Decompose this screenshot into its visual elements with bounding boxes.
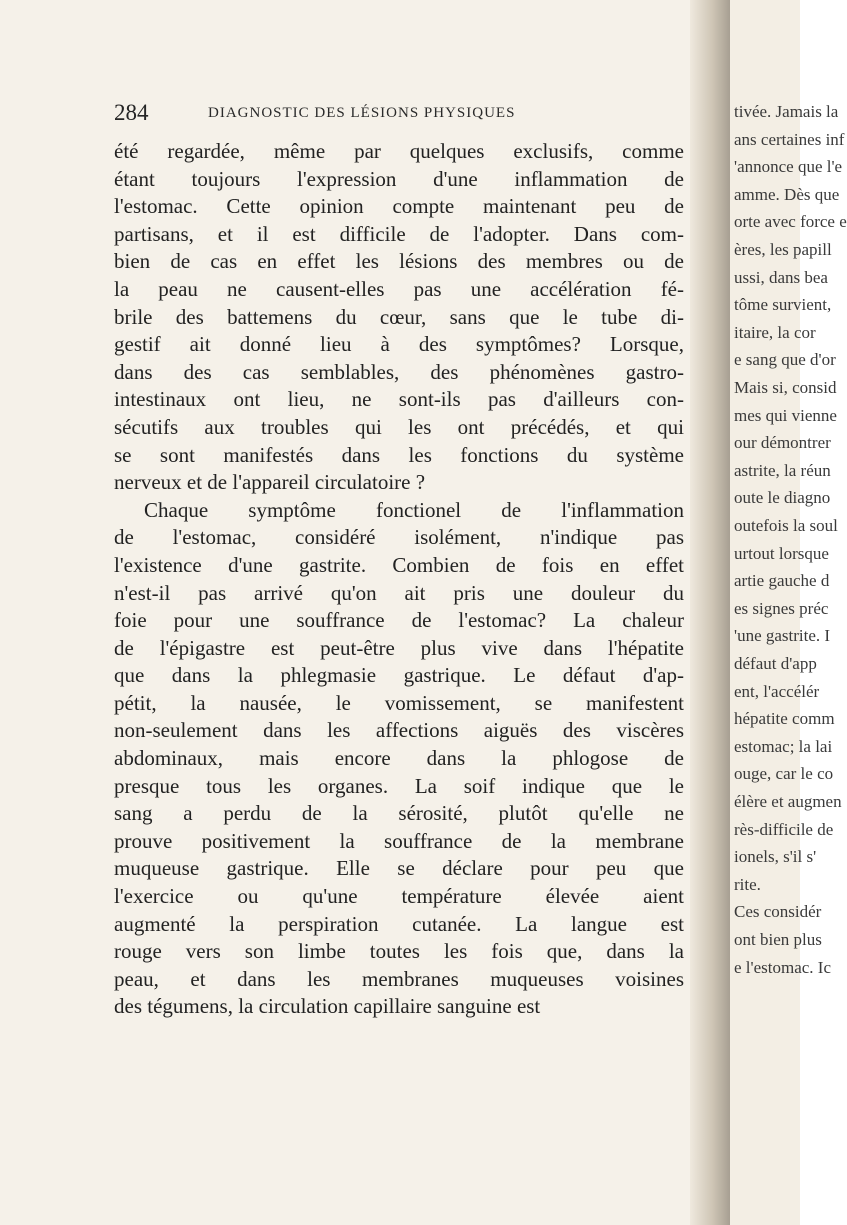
adjacent-page-fragment: es signes préc <box>734 598 829 618</box>
adjacent-page-fragment: orte avec force e <box>734 212 847 232</box>
text-line: pétit, la nausée, le vomissement, se manifestent <box>114 690 684 715</box>
text-line: foie pour une souffrance de l'estomac? La chaleur <box>114 608 684 633</box>
text-line: bien de cas en effet les lésions des membres ou de <box>114 249 684 274</box>
text-line: se sont manifestés dans les fonctions du système <box>114 442 684 467</box>
adjacent-page-fragment: oute le diagno <box>734 488 831 508</box>
adjacent-page-fragment: itaire, la cor <box>734 322 816 342</box>
adjacent-page-fragment: 'annonce que l'e <box>734 157 843 177</box>
text-line: peau, et dans les membranes muqueuses voisines <box>114 966 684 991</box>
text-line: nerveux et de l'appareil circulatoire ? <box>114 470 426 495</box>
adjacent-page-fragment: e l'estomac. Ic <box>734 957 831 977</box>
adjacent-page-fragment: amme. Dès que <box>734 184 840 204</box>
adjacent-page-fragment: rite. <box>734 874 761 894</box>
adjacent-page-edge <box>730 0 847 1225</box>
adjacent-page-fragment: our démontrer <box>734 433 831 453</box>
adjacent-page-fragment: ouge, car le co <box>734 764 834 784</box>
text-line: prouve positivement la souffrance de la membrane <box>114 828 684 853</box>
adjacent-page-fragment: outefois la soul <box>734 516 838 535</box>
adjacent-page-fragment: élère et augmen <box>734 792 842 811</box>
text-line: gestif ait donné lieu à des symptômes? Lorsque, <box>114 332 684 357</box>
adjacent-page-fragment: ont bien plus <box>734 930 822 949</box>
adjacent-page-fragment: ères, les papill <box>734 240 832 259</box>
text-line: étant toujours l'expression d'une inflammation de <box>114 166 684 191</box>
text-line: de l'estomac, considéré isolément, n'indique pas <box>114 525 684 550</box>
body-text <box>114 138 684 1021</box>
adjacent-page-fragment: Ces considér <box>734 902 822 922</box>
adjacent-page-fragment: ionels, s'il s' <box>734 847 817 867</box>
text-line: n'est-il pas arrivé qu'on ait pris une douleur du <box>114 580 684 605</box>
adjacent-page-fragment: rès-difficile de <box>734 819 834 839</box>
text-line: augmenté la perspiration cutanée. La langue est <box>114 911 684 936</box>
page-number: 284 <box>114 100 149 125</box>
text-line: des tégumens, la circulation capillaire sanguine est <box>114 994 541 1019</box>
adjacent-page-fragment: mes qui vienne <box>734 405 837 425</box>
text-line: muqueuse gastrique. Elle se déclare pour peu que <box>114 856 684 881</box>
book-gutter <box>690 0 730 1225</box>
text-line: la peau ne causent-elles pas une accélération fé- <box>114 276 684 301</box>
adjacent-page-fragment: défaut d'app <box>734 654 817 673</box>
adjacent-page-fragment: artie gauche d <box>734 571 830 591</box>
adjacent-page-fragment: ans certaines inf <box>734 129 845 149</box>
text-line: dans des cas semblables, des phénomènes gastro- <box>114 359 684 384</box>
text-line: sécutifs aux troubles qui les ont précédés, et qui <box>114 414 684 439</box>
adjacent-page-fragment: tôme survient, <box>734 295 832 315</box>
text-line: sang a perdu de la sérosité, plutôt qu'elle ne <box>114 801 684 826</box>
text-line: brile des battemens du cœur, sans que le tube di- <box>114 304 684 329</box>
adjacent-page-fragment: 'une gastrite. I <box>734 626 831 646</box>
text-line: Chaque symptôme fonctionel de l'inflammation <box>144 497 684 522</box>
text-line: l'existence d'une gastrite. Combien de fois en effet <box>114 552 684 577</box>
text-line: intestinaux ont lieu, ne sont-ils pas d'ailleurs con- <box>114 387 684 412</box>
adjacent-page-fragment: ent, l'accélér <box>734 681 820 701</box>
text-line: non-seulement dans les affections aiguës des viscères <box>114 718 684 743</box>
text-line: été regardée, même par quelques exclusifs, comme <box>114 139 684 163</box>
adjacent-page-fragment: urtout lorsque <box>734 543 829 563</box>
text-line: presque tous les organes. La soif indique que le <box>114 773 684 798</box>
adjacent-page-fragment: ussi, dans bea <box>734 267 828 287</box>
text-line: rouge vers son limbe toutes les fois que, dans la <box>114 939 684 964</box>
text-line: partisans, et il est difficile de l'adopter. Dans com- <box>114 221 684 246</box>
adjacent-page-fragment: estomac; la lai <box>734 736 833 756</box>
adjacent-page-fragment: Mais si, consid <box>734 378 837 397</box>
text-line: de l'épigastre est peut-être plus vive dans l'hépatite <box>114 635 684 660</box>
adjacent-page-fragment: e sang que d'or <box>734 350 836 370</box>
adjacent-page-fragment: astrite, la réun <box>734 460 831 480</box>
text-line: abdominaux, mais encore dans la phlogose de <box>114 746 684 771</box>
running-title: DIAGNOSTIC DES LÉSIONS PHYSIQUES <box>208 105 516 121</box>
text-line: l'estomac. Cette opinion compte maintenant peu de <box>114 194 684 219</box>
adjacent-page-fragment: hépatite comm <box>734 709 835 729</box>
adjacent-page-fragment: tivée. Jamais la <box>734 102 839 121</box>
running-head <box>114 100 684 130</box>
text-line: l'exercice ou qu'une température élevée aient <box>114 884 684 909</box>
text-line: que dans la phlegmasie gastrique. Le défaut d'ap- <box>114 663 684 688</box>
